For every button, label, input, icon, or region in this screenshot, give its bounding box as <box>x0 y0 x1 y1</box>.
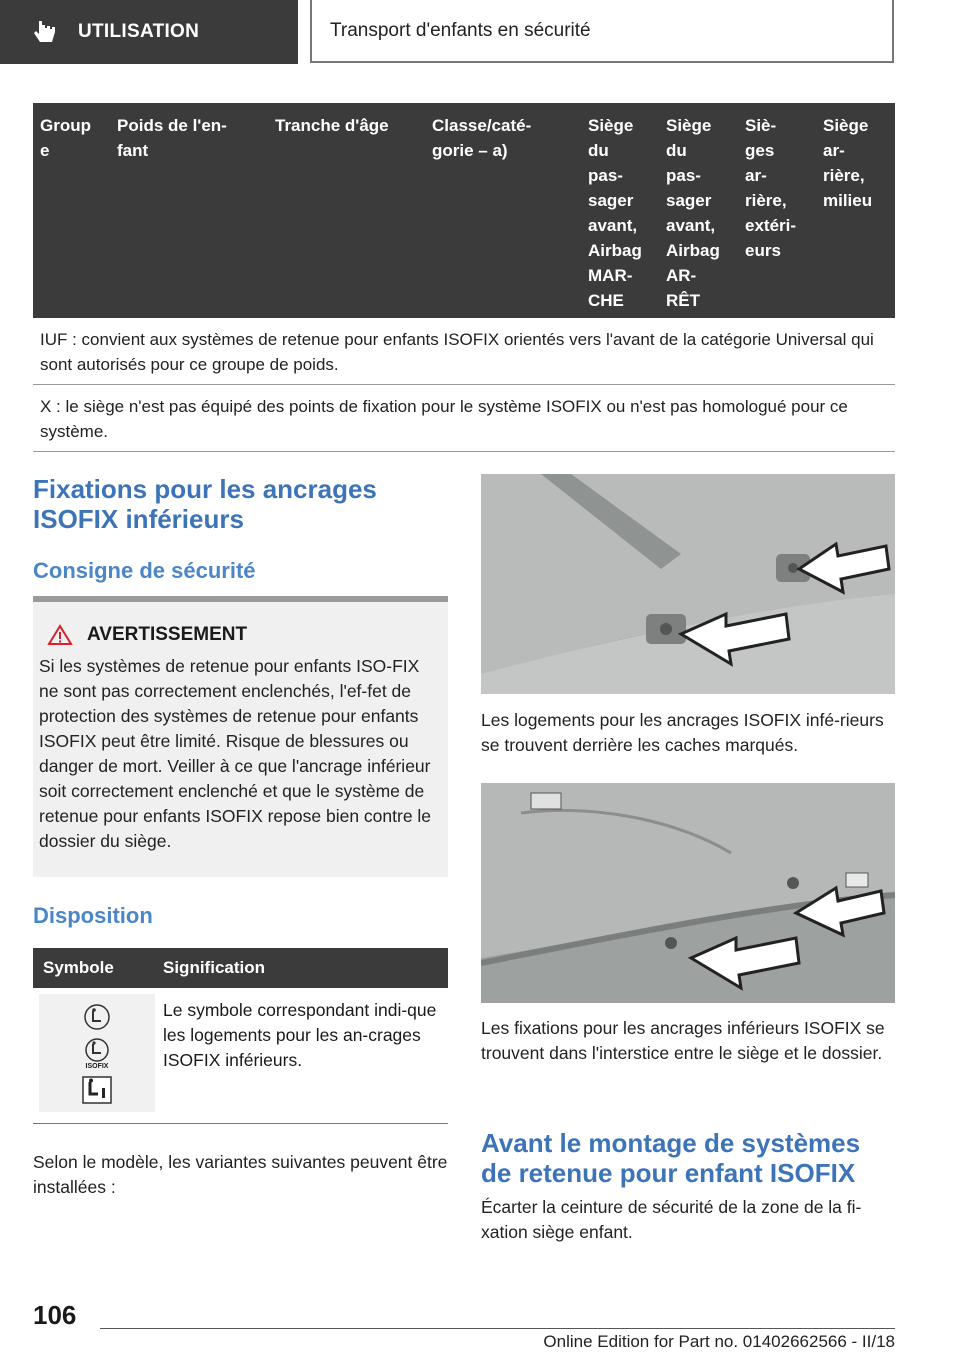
warning-triangle-icon <box>47 624 73 646</box>
col-header-meaning: Signification <box>163 958 265 977</box>
section-heading: Avant le montage de systèmes de retenue pour enfant ISOFIX <box>481 1128 861 1188</box>
col-header-weight: Poids de l'en- fant <box>117 116 227 160</box>
footer-divider <box>100 1328 895 1329</box>
isofix-anchors-photo <box>481 783 895 1003</box>
section-label: UTILISATION <box>78 21 200 42</box>
table-row <box>33 988 448 1124</box>
header-section-tab <box>0 0 298 64</box>
table-header-row <box>33 103 895 318</box>
col-header-group: Group e <box>40 116 91 160</box>
symbol-table-header <box>33 948 448 988</box>
col-header-front-airbag-off: Siège du pas- sager avant, Airbag AR- RÊT <box>666 116 720 310</box>
col-header-front-airbag-on: Siège du pas- sager avant, Airbag MAR- CHE <box>588 116 642 310</box>
photo-caption: Les logements pour les ancrages ISOFIX infé-rieurs se trouvent derrière les caches marqués. <box>481 710 884 755</box>
isofix-symbols <box>39 994 155 1112</box>
table-note: IUF : convient aux systèmes de retenue pour enfants ISOFIX orientés vers l'avant de la catégorie Universal qui sont autorisés pour ce groupe de poids. <box>33 318 895 385</box>
subsection-heading: Disposition <box>33 903 153 928</box>
seat-compatibility-table <box>33 103 895 452</box>
col-header-rear-middle: Siège ar- rière, milieu <box>823 116 873 210</box>
footer-edition: Online Edition for Part no. 01402662566 - II/18 <box>543 1332 895 1351</box>
col-header-rear-outer: Siè- ges ar- rière, extéri- eurs <box>745 116 797 260</box>
symbol-meaning: Le symbole correspondant indi-que les logements pour les an-crages ISOFIX inférieurs. <box>163 1000 437 1070</box>
hand-pointer-icon <box>34 17 64 47</box>
col-header-class: Classe/caté- gorie – a) <box>432 116 532 160</box>
col-header-symbol: Symbole <box>43 958 114 977</box>
section-heading: Fixations pour les ancrages ISOFIX inférieurs <box>33 474 377 534</box>
page-number: 106 <box>33 1300 77 1330</box>
warning-body: Si les systèmes de retenue pour enfants ISO-FIX ne sont pas correctement enclenchés, l'ef-fet de protection des systèmes de retenue pour enfants ISOFIX peut être limité. Risque de blessures ou danger de mort. Veiller à ce que l'ancrage inférieur soit correctement enclenché et que le système de retenue pour enfants ISOFIX repose bien contre le dossier du siège. <box>39 656 432 851</box>
subsection-heading: Consigne de sécurité <box>33 558 256 583</box>
isofix-caption: ISOFIX <box>85 1062 109 1070</box>
warning-title: AVERTISSEMENT <box>87 624 248 645</box>
paragraph: Écarter la ceinture de sécurité de la zone de la fi-xation siège enfant. <box>481 1197 862 1242</box>
isofix-covers-photo <box>481 474 895 694</box>
col-header-age: Tranche d'âge <box>275 116 389 135</box>
isofix-child-seat-icon <box>83 1003 111 1031</box>
paragraph: Selon le modèle, les variantes suivantes peuvent être installées : <box>33 1152 448 1197</box>
symbol-table <box>33 948 448 1124</box>
photo-caption: Les fixations pour les ancrages inférieurs ISOFIX se trouvent dans l'interstice entre le siège et le dossier. <box>481 1018 885 1063</box>
page-title: Transport d'enfants en sécurité <box>310 0 894 63</box>
isofix-label-icon <box>84 1037 110 1063</box>
warning-box <box>33 596 448 877</box>
table-note: X : le siège n'est pas équipé des points de fixation pour le système ISOFIX ou n'est pas homologué pour ce système. <box>33 385 895 452</box>
isofix-seat-marker-icon <box>82 1076 112 1104</box>
